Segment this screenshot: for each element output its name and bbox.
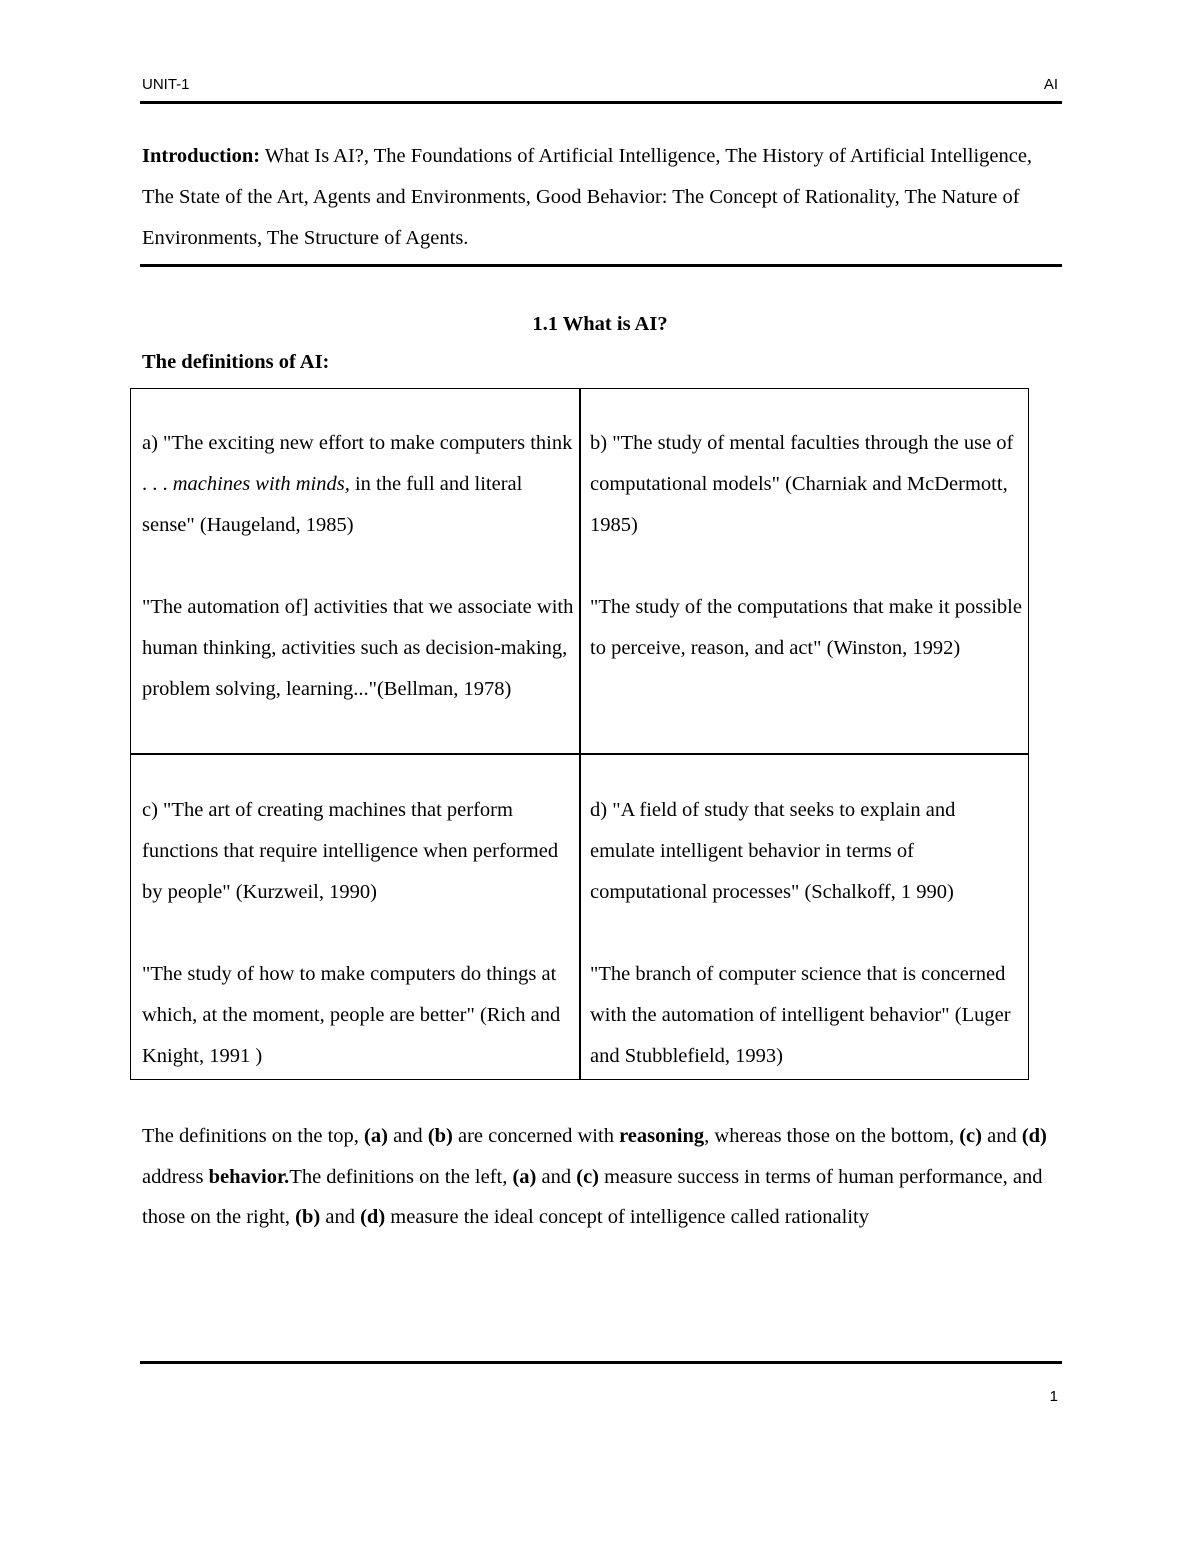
definition-c-rich-knight: "The study of how to make computers do things at which, at the moment, people are better" (Rich and Knight, 1991 ) — [142, 963, 561, 1067]
definition-a-bellman: "The automation of] activities that we associate with human thinking, activities such as decision-making, problem solving, learning..."(Bellman, 1978) — [142, 596, 574, 700]
section-title: 1.1 What is AI? — [532, 313, 668, 335]
definitions-heading: The definitions of AI: — [142, 351, 330, 373]
table-column-divider — [579, 389, 581, 1079]
introduction-label: Introduction: — [142, 145, 261, 167]
header-rule — [140, 101, 1062, 104]
definition-cell-c — [142, 790, 574, 1077]
definition-d-luger: "The branch of computer science that is concerned with the automation of intelligent behavior" (Luger and Stubblefield, 1993) — [590, 963, 1011, 1067]
running-header-unit: UNIT-1 — [142, 76, 190, 93]
definition-cell-a — [142, 423, 574, 710]
definitions-table — [130, 388, 1029, 1080]
definition-b-winston: "The study of the computations that make it possible to perceive, reason, and act" (Winston, 1992) — [590, 596, 1022, 659]
definition-b-charniak: b) "The study of mental faculties through the use of computational models" (Charniak and McDermott, 1985) — [590, 432, 1014, 536]
definition-cell-b — [590, 423, 1022, 669]
introduction-paragraph — [142, 136, 1057, 259]
reasoning-term: reasoning — [619, 1125, 705, 1147]
page-number: 1 — [1049, 1388, 1058, 1405]
definition-cell-d — [590, 790, 1022, 1077]
introduction-text: What Is AI?, The Foundations of Artificial Intelligence, The History of Artificial Intelligence, The State of the Art, Agents and Environments, Good Behavior: The Concept of Rationality, The Nature of Environments, The Structure of Agents. — [142, 145, 1033, 249]
definition-a-haugeland: a) "The exciting new effort to make computers think . . . machines with minds, in the full and literal sense" (Haugeland, 1985) — [142, 432, 573, 536]
footer-rule — [140, 1361, 1062, 1364]
definition-c-kurzweil: c) "The art of creating machines that perform functions that require intelligence when performed by people" (Kurzweil, 1990) — [142, 799, 559, 903]
definition-d-schalkoff: d) "A field of study that seeks to explain and emulate intelligent behavior in terms of computational processes" (Schalkoff, 1 990) — [590, 799, 956, 903]
behavior-term: behavior. — [208, 1165, 290, 1188]
running-header-subject: AI — [1043, 76, 1058, 93]
table-row-divider — [131, 753, 1028, 755]
introduction-rule — [140, 264, 1062, 267]
summary-paragraph: The definitions on the top, (a) and (b) are concerned with reasoning, whereas those on the bottom, (c) and (d) address behavior.The definitions on the left, (a) and (c) measure success in terms of human performance, and those on the right, (b) and (d) measure the ideal concept of intelligence called rationality — [142, 1125, 1047, 1228]
